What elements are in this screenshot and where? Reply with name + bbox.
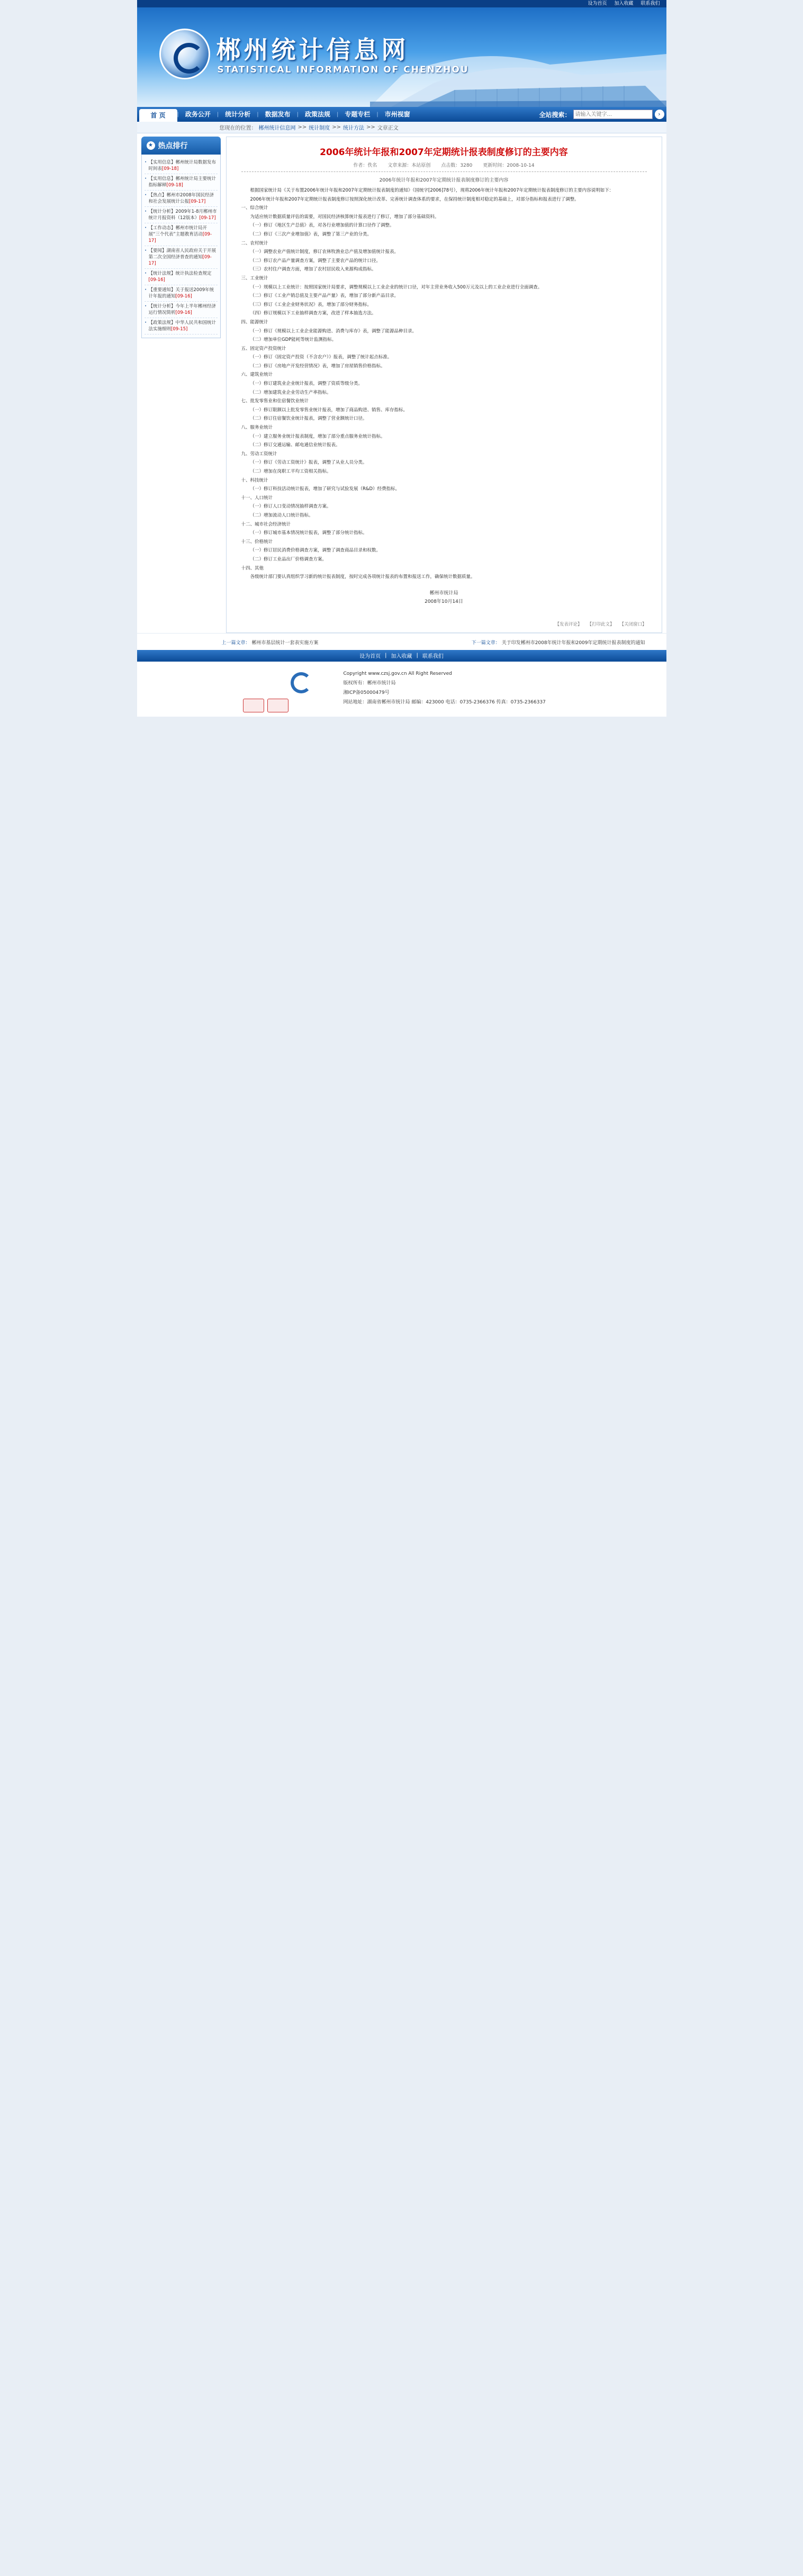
article-paragraph: （二）修订《房地产开发经营情况》表，增加了房屋销售价格指标。 [250,363,385,369]
nav-item-home[interactable]: 首 页 [139,109,177,122]
search-input[interactable] [573,110,653,119]
list-item[interactable] [145,269,218,285]
footer-add-favorite-link[interactable]: 加入收藏 [391,654,412,660]
article-author: 作者：佚名 [353,163,377,168]
list-item-date: [09-15] [171,327,188,332]
comment-link[interactable]: 【发表评论】 [555,621,582,627]
list-item-date: [09-18] [166,183,183,188]
nav-separator: | [376,111,378,117]
list-item-date: [09-17] [148,232,212,243]
list-item-title: 【统计分析】今年上半年郴州经济运行情况简析 [148,304,216,315]
prev-article-label: 上一篇文章： [221,640,250,646]
list-item[interactable] [145,223,218,246]
breadcrumb-category[interactable]: 统计制度 [309,125,330,131]
footer-set-homepage-link[interactable]: 设为首页 [359,654,381,660]
site-logo-icon [159,29,210,79]
article-paragraph: 六、建筑业统计 [241,372,273,378]
article-paragraph: （二）增加流动人口统计指标。 [250,512,313,518]
signature-organization: 郴州市统计局 [429,590,458,596]
nav-separator: | [337,111,339,117]
hot-ranking-list [141,155,221,338]
article-paragraph: （三）农村住户调查方面，增加了农村居民收入来源构成指标。 [250,267,376,273]
article-paragraph: 五、固定资产投资统计 [241,346,286,351]
article-paragraph: 2006年统计年报和2007年定期统计报表制度修订按照深化统计改革、完善统计调查体系的要求，在保持统计制度相对稳定的基础上，对部分指标和报表进行了调整。 [250,196,579,202]
list-item-date: [09-16] [175,310,192,315]
list-item-date: [09-17] [199,215,216,221]
top-utility-bar [137,0,666,7]
contact-us-link[interactable]: 联系我们 [640,1,660,6]
list-item[interactable] [145,174,218,191]
nav-item-county-window[interactable]: 市州视窗 [384,111,410,118]
article-paragraph: （一）修订城市基本情况统计报表，调整了部分统计指标。 [250,530,367,536]
article-subheading: 2006年统计年报和2007年定期统计报表制度修订的主要内容 [379,178,509,183]
article-paragraph: 九、劳动工资统计 [241,451,277,457]
article-paragraph: （二）修订工业品出厂价格调查方案。 [250,556,327,562]
article-paragraph: 七、批发零售业和住宿餐饮业统计 [241,399,309,404]
footer-link-bar [137,650,666,662]
breadcrumb-current: 文章正文 [377,125,399,131]
police-badge-icon[interactable] [243,699,264,712]
article-paragraph: 一、综合统计 [241,205,268,211]
nav-separator: | [216,111,219,117]
list-item[interactable] [145,302,218,318]
nav-item-data-release[interactable]: 数据发布 [265,111,291,118]
set-homepage-link[interactable]: 设为首页 [588,1,607,6]
list-item-title: 【实用信息】郴州统计局主要统计指标解释 [148,176,216,188]
nav-separator: | [296,111,299,117]
sidebar-title: 热点排行 [158,142,188,150]
article-paragraph: 十三、价格统计 [241,539,273,545]
search-go-icon[interactable]: › [655,110,664,119]
nav-separator: | [257,111,259,117]
footer-separator: | [416,653,418,659]
article-source: 文章来源：本站原创 [387,163,431,168]
main-navigation [137,107,666,122]
list-item[interactable] [145,246,218,269]
site-banner [137,7,666,107]
article-paragraph: 十四、其他 [241,565,264,571]
list-item[interactable] [145,158,218,174]
next-article-label: 下一篇文章： [471,640,500,646]
nav-item-policies[interactable]: 政策法规 [304,111,330,118]
record-badge-icon[interactable] [267,699,288,712]
footer-badges [243,699,288,712]
article-paragraph: 根据国家统计局《关于布置2006年统计年报和2007年定期统计报表制度的通知》（国统字[2006]78号），现将2006年统计年报和2007年定期统计报表制度修订的主要内容说明如下： [250,188,614,193]
article-paragraph: （四）修订规模以下工业抽样调查方案，改进了样本抽选方法。 [250,311,376,317]
article-paragraph: （一）修订限额以上批发零售业统计报表，增加了商品购进、销售、库存指标。 [250,407,408,413]
article-paragraph: （二）增加建筑业企业劳动生产率指标。 [250,390,331,395]
footer-info [344,669,546,707]
article-paragraph: （一）修订《规模以上工业企业能源购进、消费与库存》表，调整了能源品种目录。 [250,328,417,334]
breadcrumb-separator: >> [366,124,375,130]
list-item-title: 【统计法规】统计执法检查规定 [148,271,212,276]
breadcrumb-separator: >> [297,124,307,130]
footer-contact-link[interactable]: 联系我们 [422,654,444,660]
article-signature [241,589,647,606]
list-item[interactable] [145,318,218,335]
list-item-date: [09-16] [175,294,192,299]
list-item-date: [09-17] [148,255,212,266]
article-paragraph: 三、工业统计 [241,275,268,281]
article-paragraph: 十、科技统计 [241,477,268,483]
footer-logo-icon [291,672,312,693]
print-link[interactable]: 【打印此文】 [587,621,615,627]
nav-item-statistical-analysis[interactable]: 统计分析 [225,111,251,118]
article-body [241,186,647,582]
article-paragraph: （二）增加单位GDP能耗等统计监测指标。 [250,337,337,343]
list-item[interactable] [145,285,218,302]
article-paragraph: （一）建立服务业统计报表制度，增加了部分重点服务业统计指标。 [250,433,385,439]
list-item-date: [09-17] [189,199,206,204]
article-paragraph: （一）调整农业产值统计制度，修订农林牧渔业总产值及增加值统计报表。 [250,249,399,255]
article-paragraph: 为适应统计数据质量评估的需要，对国民经济核算统计报表进行了修订，增加了部分基础资料。 [250,214,439,220]
article-title: 2006年统计年报和2007年定期统计报表制度修订的主要内容 [320,147,568,158]
next-article-title: 关于印发郴州市2008年统计年报和2009年定期统计报表制度的通知 [501,640,645,646]
article-paragraph: （二）修订住宿餐饮业统计报表，调整了营业额统计口径。 [250,416,367,422]
location-label: 您现在的位置： [219,125,257,131]
nav-separator: | [177,111,179,117]
article-paragraph: （二）修订交通运输、邮电通信业统计报表。 [250,442,340,448]
add-favorite-link[interactable]: 加入收藏 [614,1,634,6]
article-paragraph: 八、服务业统计 [241,425,273,431]
article-paragraph: 四、能源统计 [241,319,268,325]
breadcrumb-separator: >> [332,124,341,130]
site-search [539,110,664,119]
site-title: 郴州统计信息网 [216,35,409,64]
article-paragraph: （二）修订《三次产业增加值》表，调整了第三产业的分类。 [250,231,372,237]
breadcrumb [137,122,666,133]
article-paragraph: 十二、城市社会经济统计 [241,521,291,527]
search-label: 全站搜索： [539,111,571,119]
site-footer [137,662,666,717]
article-paragraph: （二）修订农产品产量调查方案，调整了主要农产品的统计口径。 [250,258,381,264]
article-paragraph: 各级统计部门要认真组织学习新的统计报表制度，按时完成各项统计报表的布置和报送工作，确保统计数据质量。 [250,574,475,580]
article-meta [241,161,647,172]
nav-item-special-topics[interactable]: 专题专栏 [345,111,371,118]
article-paragraph: （一）修订《固定资产投资（不含农户）》报表，调整了统计起点标准。 [250,355,392,360]
list-item-title: 【统计分析】2009年1-8月郴州市统计月报资料（12版本） [148,209,217,221]
article-paragraph: （二）修订《工业产销总值及主要产品产量》表，增加了部分新产品目录。 [250,293,399,299]
nav-item-government-affairs[interactable]: 政务公开 [185,111,211,118]
article-paragraph: （二）增加在岗职工平均工资相关指标。 [250,469,331,474]
list-item-title: 【热点】郴州市2008年国民经济和社会发展统计公报 [148,193,214,204]
prev-next-navigation [137,633,666,650]
sidebar [141,137,221,633]
prev-article-title: 郴州市基层统计一套表实施方案 [251,640,319,646]
article-paragraph: （一）修订科技活动统计报表，增加了研究与试验发展（R&D）经费指标。 [250,486,400,492]
article-paragraph: （三）修订《工业企业财务状况》表，增加了部分财务指标。 [250,302,372,308]
sidebar-header [141,137,221,155]
list-item-title: 【重要通知】关于报送2009年统计年报的通知 [148,287,214,299]
article-paragraph: （一）规模以上工业统计：按照国家统计局要求，调整规模以上工业企业的统计口径，对年主营业务收入500万元及以上的工业企业进行全面调查。 [250,284,543,290]
main-area [137,133,666,633]
footer-separator: | [385,653,387,659]
footer-icp: 湘ICP备05000479号 [343,690,390,695]
list-item[interactable] [145,207,218,223]
footer-copyright: Copyright www.czsj.gov.cn All Right Reserved [343,671,452,676]
breadcrumb-home[interactable]: 郴州统计信息网 [258,125,296,131]
footer-owner: 版权所有：郴州市统计局 [343,680,396,686]
prev-article-link[interactable] [222,639,319,646]
footer-address: 网站地址：湖南省郴州市统计局 邮编：423000 电话：0735-2366376 传真：0735-2366337 [343,699,546,705]
article-paragraph: （一）修订居民消费价格调查方案，调整了调查商品目录和权数。 [250,548,381,554]
list-item[interactable] [145,191,218,207]
signature-date: 2008年10月14日 [425,599,463,604]
list-item-title: 【实用信息】郴州统计局数据发布时间表 [148,160,216,171]
breadcrumb-subcategory[interactable]: 统计方法 [343,125,365,131]
list-item-date: [09-18] [162,166,179,171]
article-container [226,137,662,633]
article-paragraph: （一）修订人口变动情况抽样调查方案。 [250,504,331,510]
site-subtitle: STATISTICAL INFORMATION OF CHENZHOU [217,65,469,75]
hot-list-icon: ★ [147,141,155,150]
list-item-title: 【要闻】湖南省人民政府关于开展第二次全国经济普查的通知 [148,248,216,260]
article-paragraph: （一）修订《地区生产总值》表，对各行业增加值的计算口径作了调整。 [250,223,394,229]
list-item-title: 【政策法规】中华人民共和国统计法实施细则 [148,320,216,332]
list-item-date: [09-16] [148,277,165,283]
close-window-link[interactable]: 【关闭窗口】 [619,621,647,627]
article-update-time: 更新时间：2008-10-14 [483,163,535,168]
article-paragraph: 十一、人口统计 [241,495,273,501]
article-hits: 点击数：3280 [441,163,473,168]
next-article-link[interactable] [472,639,645,646]
article-paragraph: （一）修订建筑业企业统计报表，调整了资质等级分类。 [250,381,363,387]
page-wrapper [137,0,666,717]
article-paragraph: （一）修订《劳动工资统计》报表，调整了从业人员分类。 [250,460,367,466]
article-tools [241,618,647,627]
article-paragraph: 二、农村统计 [241,240,268,246]
list-item-title: 【工作动态】郴州市统计局开展“三个代表”主题教育活动 [148,225,207,237]
